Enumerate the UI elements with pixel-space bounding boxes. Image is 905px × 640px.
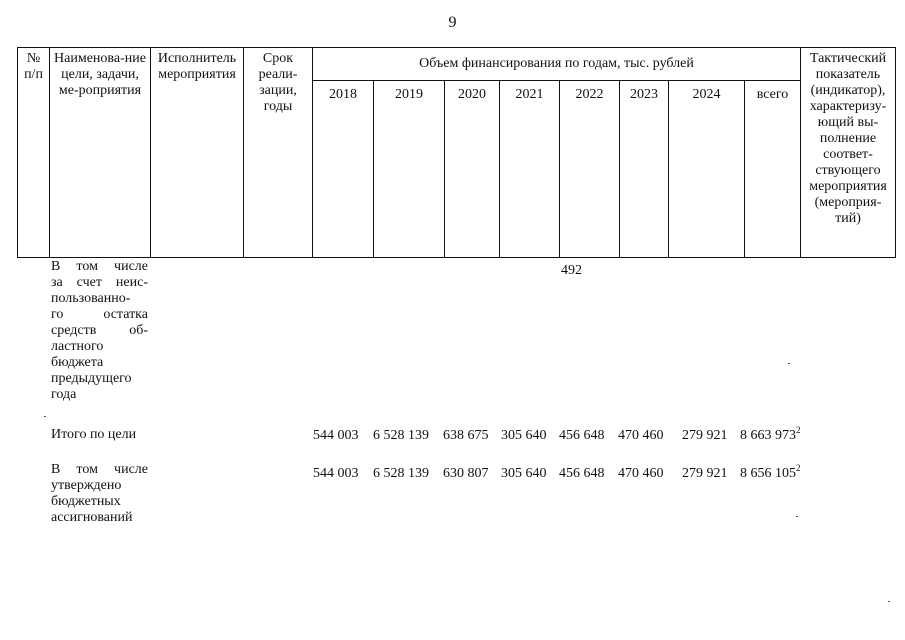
header-cell-year: 2022 — [560, 81, 620, 258]
total-2021: 305 640 — [501, 428, 547, 443]
label-line: ассигнований — [51, 510, 133, 525]
total-all — [740, 425, 801, 444]
footnote-mark: 2 — [796, 463, 801, 473]
scan-speck — [44, 416, 46, 417]
label-line: средств об- — [51, 323, 148, 338]
approved-2024: 279 921 — [682, 466, 728, 481]
row-label-total-by-goal: Итого по цели — [51, 427, 137, 442]
header-cell-year: 2018 — [313, 81, 374, 258]
header-cell-name: Наименова-ние цели, задачи, ме-роприятия — [50, 48, 151, 258]
approved-all — [740, 463, 801, 482]
label-line: бюджетных — [51, 494, 121, 509]
approved-2019: 6 528 139 — [373, 466, 429, 481]
total-2023: 470 460 — [618, 428, 664, 443]
funding-table-header — [17, 47, 896, 258]
header-cell-number: № п/п — [18, 48, 50, 258]
label-line: пользованно- — [51, 291, 131, 306]
header-cell-term: Срок реали-зации, годы — [244, 48, 313, 258]
label-line: за счет неис- — [51, 275, 148, 290]
approved-2021: 305 640 — [501, 466, 547, 481]
approved-all-value: 8 656 105 — [740, 466, 796, 481]
label-line: утверждено — [51, 478, 122, 493]
label-line: предыдущего — [51, 371, 132, 386]
approved-2020: 630 807 — [443, 466, 489, 481]
total-all-value: 8 663 973 — [740, 428, 796, 443]
header-cell-total: всего — [745, 81, 801, 258]
header-cell-funding-group: Объем финансирования по годам, тыс. рублей — [313, 48, 801, 81]
label-line: бюджета — [51, 355, 104, 370]
row-label-unused-balance — [51, 259, 148, 403]
label-line: В том числе — [51, 462, 148, 477]
header-cell-year: 2024 — [669, 81, 745, 258]
approved-2018: 544 003 — [313, 466, 359, 481]
label-line: ластного — [51, 339, 104, 354]
header-cell-indicator: Тактический показатель (индикатор), характеризу-ющий вы-полнение соответ-ствующего мероприятия (мероприя-тий) — [801, 48, 896, 258]
footnote-mark: 2 — [796, 425, 801, 435]
total-2020: 638 675 — [443, 428, 489, 443]
header-cell-year: 2023 — [620, 81, 669, 258]
scan-speck — [788, 363, 790, 364]
total-2018: 544 003 — [313, 428, 359, 443]
scan-speck — [796, 516, 798, 517]
scan-speck — [888, 601, 890, 602]
approved-2022: 456 648 — [559, 466, 605, 481]
row-label-approved-allocations — [51, 462, 148, 526]
total-2022: 456 648 — [559, 428, 605, 443]
header-cell-executor: Исполнитель мероприятия — [151, 48, 244, 258]
unused-balance-value: 492 — [561, 263, 582, 278]
total-2024: 279 921 — [682, 428, 728, 443]
label-line: го остатка — [51, 307, 148, 322]
header-cell-year: 2020 — [445, 81, 500, 258]
label-line: В том числе — [51, 259, 148, 274]
approved-2023: 470 460 — [618, 466, 664, 481]
label-line: года — [51, 387, 77, 402]
header-cell-year: 2019 — [374, 81, 445, 258]
header-cell-year: 2021 — [500, 81, 560, 258]
page-number: 9 — [448, 14, 457, 31]
total-2019: 6 528 139 — [373, 428, 429, 443]
